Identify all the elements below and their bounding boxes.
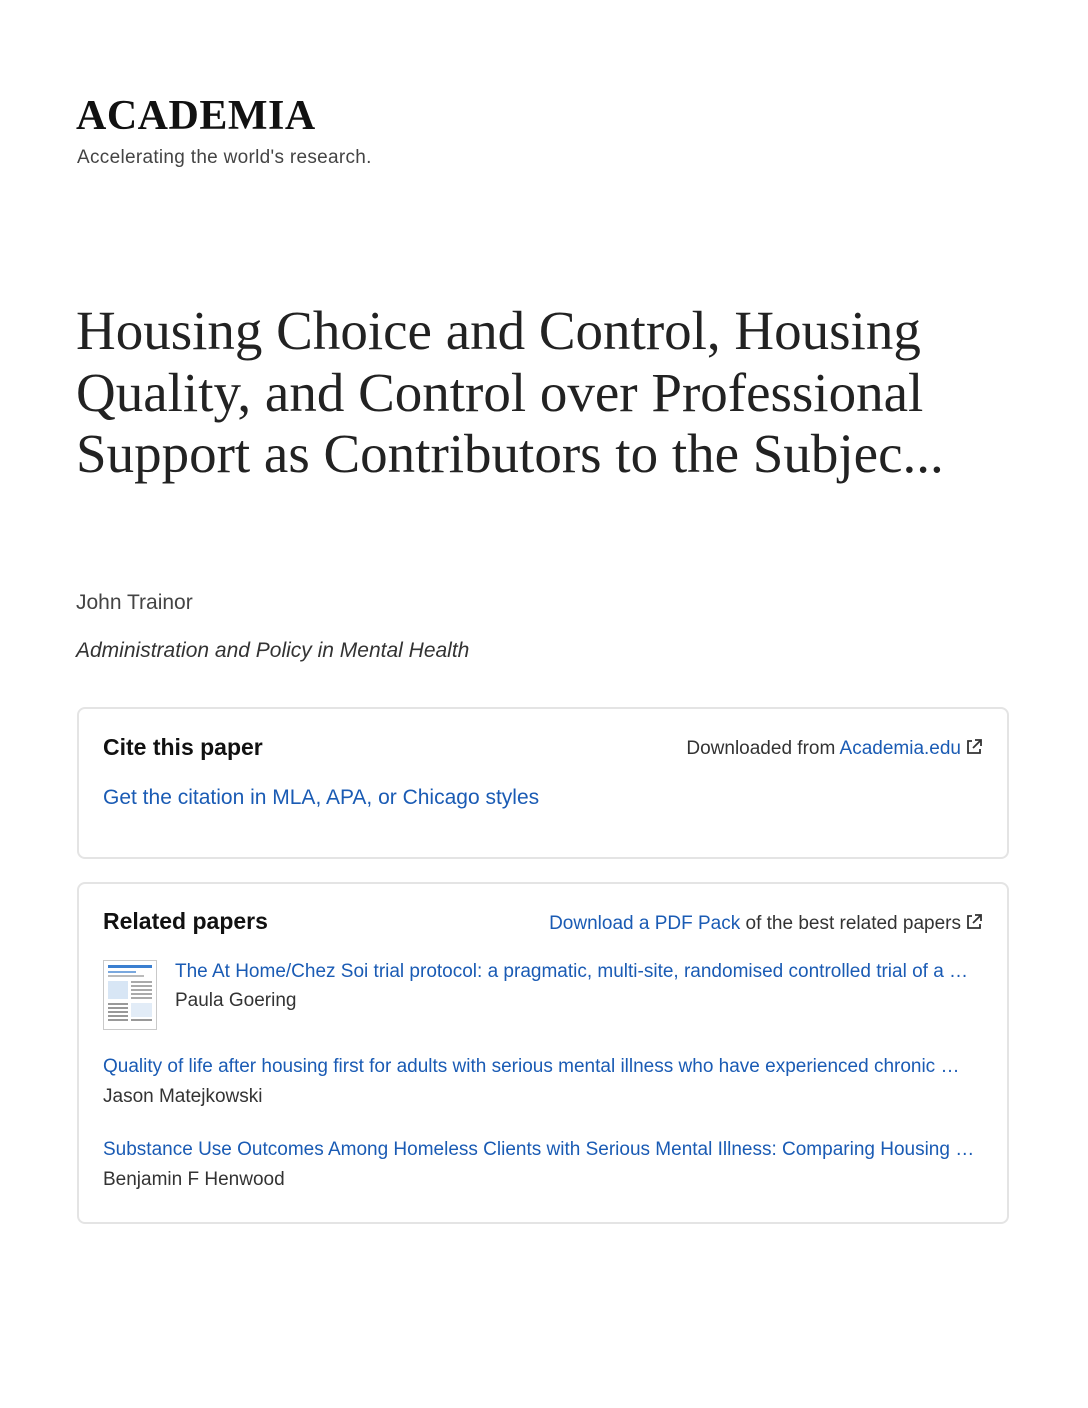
- external-link-icon[interactable]: [965, 913, 983, 938]
- related-paper-item[interactable]: [103, 1138, 983, 1192]
- cite-heading: Cite this paper: [103, 734, 263, 760]
- external-link-icon[interactable]: [965, 738, 983, 763]
- paper-author: John Trainor: [76, 591, 193, 614]
- related-paper-title[interactable]: The At Home/Chez Soi trial protocol: a pragmatic, multi-site, randomised controlled trial of a …: [175, 961, 969, 982]
- paper-thumbnail[interactable]: [103, 960, 157, 1030]
- pdf-pack: [549, 912, 983, 938]
- related-paper-author: Paula Goering: [175, 990, 297, 1011]
- related-paper-title[interactable]: Quality of life after housing first for adults with serious mental illness who have experienced chronic …: [103, 1056, 960, 1077]
- paper-journal: Administration and Policy in Mental Health: [76, 639, 470, 662]
- academia-logo[interactable]: ACADEMIA: [76, 93, 316, 139]
- academia-edu-link[interactable]: Academia.edu: [839, 738, 961, 759]
- paper-title: Housing Choice and Control, Housing Quality, and Control over Professional Support as Contributors to the Subjec...: [76, 300, 944, 484]
- pdf-pack-suffix: of the best related papers: [740, 913, 961, 934]
- related-heading: Related papers: [103, 908, 268, 934]
- cite-card: [77, 707, 1009, 859]
- related-paper-item[interactable]: [103, 1055, 983, 1109]
- tagline: Accelerating the world's research.: [77, 147, 372, 168]
- related-papers-card: [77, 882, 1009, 1224]
- related-paper-item[interactable]: [103, 960, 983, 1032]
- related-paper-author: Benjamin F Henwood: [103, 1169, 285, 1190]
- downloaded-from: [686, 737, 983, 763]
- download-pdf-pack-link[interactable]: Download a PDF Pack: [549, 913, 741, 934]
- get-citation-link[interactable]: Get the citation in MLA, APA, or Chicago styles: [103, 786, 540, 809]
- downloaded-prefix: Downloaded from: [686, 738, 840, 759]
- related-paper-author: Jason Matejkowski: [103, 1086, 263, 1107]
- related-paper-title[interactable]: Substance Use Outcomes Among Homeless Clients with Serious Mental Illness: Comparing Housing …: [103, 1139, 975, 1160]
